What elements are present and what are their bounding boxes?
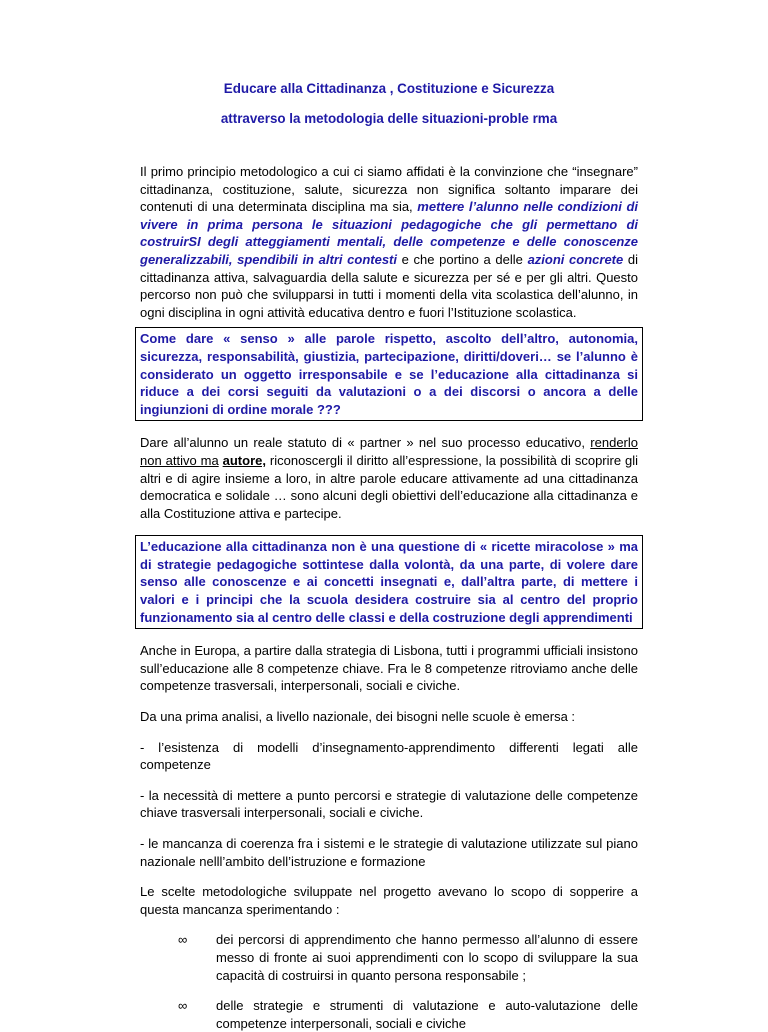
paragraph-europe: Anche in Europa, a partire dalla strategia di Lisbona, tutti i programmi ufficiali insistono sull’educazione alle 8 competenze chiave. Fra le 8 competenze ritroviamo anche delle competenze trasversali, interpersonali, sociali e civiche. (140, 643, 638, 694)
paragraph-principle-text-e: di cittadinanza attiva, salvaguardia della salute e sicurezza per sé e per gli altri. Questo percorso non può che svilupparsi in tutti i momenti della vita scolastica dell’alunno, in ogni disciplina in ogni attività educativa dentro e fuori l’Istituzione scolastica. (140, 251, 639, 320)
list-item-text: dei percorsi di apprendimento che hanno permesso all’alunno di essere messo di fronte ai suoi apprendimenti con lo scopo di sviluppare la sua capacità di costruirsi in quanto persona responsabile ; (216, 932, 638, 983)
infinity-bullet-icon: ∞ (178, 932, 188, 948)
bullet-list (140, 931, 638, 1032)
paragraph-analysis: Da una prima analisi, a livello nazionale, dei bisogni nelle scuole è emersa : (140, 709, 576, 725)
callout-box-strategies: L’educazione alla cittadinanza non è una questione di « ricette miracolose » ma di strategie pedagogiche sottintese dalla volontà, da una parte, di volere dare senso alle conoscenze e ai concetti insegnati e, dall’altra parte, di mettere i valori e i principi che la scuola desidera costruire sia al centro del proprio funzionamento sia al centro delle classi e della costruzione degli apprendimenti (135, 535, 643, 629)
paragraph-need-3: - le mancanza di coerenza fra i sistemi e le strategie di valutazione utilizzate sul piano nazionale nelll’ambito dell’istruzione e formazione (140, 836, 638, 869)
paragraph-partner (140, 434, 638, 522)
paragraph-partner-text-d: riconoscergli il diritto all’espressione, la possibilità di scoprire gli altri e di agire insieme a loro, in altre parole educare attivamente ad una cittadinanza democratica e solidale … sono alcuni degli obiettivi dell’educazione alla cittadinanza e alla Costituzione attiva e partecipe. (140, 452, 639, 521)
paragraph-partner-text-a: Dare all’alunno un reale statuto di « partner » nel suo processo educativo, (140, 435, 591, 451)
document-title: Educare alla Cittadinanza , Costituzione e Sicurezza (223, 81, 555, 96)
paragraph-principle-text-c: e che portino a delle (397, 251, 528, 267)
paragraph-principle (140, 163, 638, 321)
list-item-text: delle strategie e strumenti di valutazione e auto-valutazione delle competenze interpersonali, sociali e civiche (216, 998, 638, 1031)
list-item (140, 997, 638, 1032)
paragraph-partner-underline: renderlo non attivo ma (140, 435, 638, 468)
paragraph-partner-bold-underline: autore, (222, 452, 266, 468)
paragraph-principle-emphasis-1: mettere l’alunno nelle condizioni di vivere in prima persona le situazioni pedagogiche che gli permettano di costruirSI degli atteggiamenti mentali, delle competenze e delle conoscenze generalizzabili, spendibili in altri contesti (140, 199, 638, 267)
paragraph-need-1: - l’esistenza di modelli d’insegnamento-apprendimento differenti legati alle competenze (140, 739, 638, 773)
paragraph-principle-emphasis-2: azioni concrete (527, 251, 624, 267)
paragraph-choices: Le scelte metodologiche sviluppate nel progetto avevano lo scopo di sopperire a questa mancanza sperimentando : (140, 884, 638, 917)
callout-box-question: Come dare « senso » alle parole rispetto, ascolto dell’altro, autonomia, sicurezza, responsabilità, giustizia, partecipazione, diritti/doveri… se l’alunno è considerato un oggetto irresponsabile e se l’educazione alla cittadinanza si riduce a dei corsi seguiti da valutazioni o a dei discorsi o ancora a delle ingiunzioni di ordine morale ??? (135, 327, 643, 421)
document-subtitle: attraverso la metodologia delle situazioni-proble rma (220, 111, 558, 126)
paragraph-principle-text-a: Il primo principio metodologico a cui ci siamo affidati è la convinzione che “insegnare” cittadinanza, costituzione, salute, sicurezza non significa soltanto imparare dei contenuti di una determinata disciplina ma sia, (140, 164, 638, 215)
paragraph-need-2: - la necessità di mettere a punto percorsi e strategie di valutazione delle competenze chiave trasversali interpersonali, sociali e civiche. (140, 787, 638, 821)
document-page (140, 0, 638, 1032)
list-item (140, 931, 638, 984)
infinity-bullet-icon: ∞ (178, 998, 188, 1014)
